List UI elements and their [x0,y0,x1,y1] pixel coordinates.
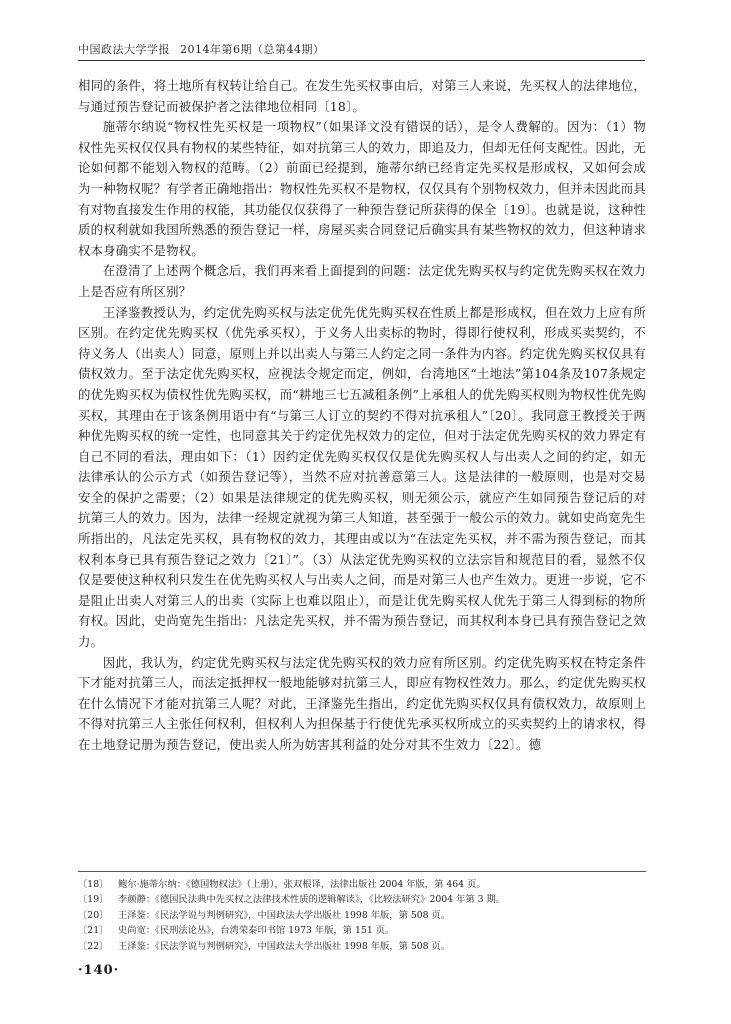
footnote-number: 〔22〕 [78,940,109,952]
footnotes [78,877,646,954]
footnote [78,939,646,954]
paragraph: 因此，我认为，约定优先购买权与法定优先购买权的效力应有所区别。约定优先购买权在特定条件下才能对抗第三人，而法定抵押权一般地能够对抗第三人，即应有物权性效力。那么，约定优先购买权在什么情况下才能对抗第三人呢？对此，王泽鉴先生指出，约定优先购买权仅具有债权效力，故原则上不得对抗第三人主张任何权利，但权利人为担保基于行使优先承买权所成立的买卖契约上的请求权，得在土地登记册为预告登记，使出卖人所为妨害其利益的处分对其不生效力〔22〕。德 [78,654,646,752]
footnote-number: 〔21〕 [78,925,109,937]
footnote [78,877,646,892]
footnote-text: 王泽鉴：《民法学说与判例研究》，中国政法大学出版社 1998 年版，第 508 页。 [118,909,451,921]
paragraph: 王泽鉴教授认为，约定优先购买权与法定优先优先购买权在性质上都是形成权，但在效力上应有所区别。在约定优先购买权（优先承买权），于义务人出卖标的物时，得即行使权利，形成买卖契约，不待义务人（出卖人）同意，原则上并以出卖人与第三人约定之同一条件为内容。约定优先购买权仅具有债权效力。至于法定优先购买权，应视法令规定而定，例如，台湾地区“土地法”第104条及107条规定的优先购买权为债权性优先购买权，而“耕地三七五减租条例”上承租人的优先购买权则为物权性优先购买权，其理由在于该条例用语中有“与第三人订立的契约不得对抗承租人”〔20〕。我同意王教授关于两种优先购买权的统一定性，也同意其关于约定优先权效力的定位，但对于法定优先购买权的效力界定有自己不同的看法，理由如下：（1）因约定优先购买权仅仅是优先购买权人与出卖人之间的约定，如无法律承认的公示方式（如预告登记等），当然不应对抗善意第三人。这是法律的一般原则，也是对交易安全的保护之需要；（2）如果是法律规定的优先购买权，则无须公示，就应产生如同预告登记后的对抗第三人的效力。因为，法律一经规定就视为第三人知道，甚至强于一般公示的效力。就如史尚宽先生所指出的，凡法定先买权，具有物权的效力，其理由或以为“在法定先买权，并不需为预告登记，而其权利本身已具有预告登记之效力〔21〕”。（3）从法定优先购买权的立法宗旨和规范目的看，显然不仅仅是要使这种权利只发生在优先购买权人与出卖人之间，而是对第三人也产生效力。更进一步说，它不是阻止出卖人对第三人的出卖（实际上也难以阻止），而是让优先购买权人优先于第三人得到标的物所有权。因此，史尚宽先生指出：凡法定先买权，并不需为预告登记，而其权利本身已具有预告登记之效力。 [78,304,646,650]
footnote-text: 王泽鉴：《民法学说与判例研究》，中国政法大学出版社 1998 年版，第 508 页。 [118,940,451,952]
footnote-number: 〔18〕 [78,879,109,890]
issue-info: 2014年第6期（总第44期） [180,43,325,56]
page-number: ·140· [78,963,120,978]
body-text [78,76,646,756]
footnote [78,908,646,923]
paragraph: 施蒂尔纳说“物权性先买权是一项物权”（如果译文没有错误的话），是令人费解的。因为：（1）物权性先买权仅仅具有物权的某些特征，如对抗第三人的效力，即追及力，但却无任何支配性。因此，无论如何都不能划入物权的范畴。（2）前面已经提到，施蒂尔纳已经肯定先买权是形成权，又如何会成为一种物权呢？有学者正确地指出：物权性先买权不是物权，仅仅具有个别物权效力，但并未因此而具有对物直接发生作用的权能，其功能仅仅获得了一种预告登记所获得的保全〔19〕。也就是说，这种性质的权利就如我国所熟悉的预告登记一样，房屋买卖合同登记后确实具有某些物权的效力，但这种请求权本身确实不是物权。 [78,119,646,258]
footnote [78,892,646,907]
footnote-text: 鲍尔·施蒂尔纳：《德国物权法》（上册），张双根译，法律出版社 2004 年版，第 464 页。 [118,879,486,890]
footnote-text: 李颜静：《德国民法典中先买权之法律技术性质的逻辑解读》，《比较法研究》2004 年第 3 期。 [118,894,506,906]
journal-name: 中国政法大学学报 [78,43,170,56]
footnote-text: 史尚宽：《民刑法论丛》，台湾荣泰印书馆 1973 年版，第 151 页。 [118,925,395,937]
running-header [78,41,325,57]
footnote-number: 〔19〕 [78,894,109,906]
footnote [78,923,646,938]
footnote-rule [78,871,646,872]
paragraph: 在澄清了上述两个概念后，我们再来看上面提到的问题：法定优先购买权与约定优先购买权在效力上是否应有所区别？ [78,263,646,299]
header-rule [78,60,645,61]
footnote-number: 〔20〕 [78,909,109,921]
paragraph: 相同的条件，将土地所有权转让给自己。在发生先买权事由后，对第三人来说，先买权人的法律地位，与通过预告登记而被保护者之法律地位相同〔18〕。 [78,78,646,114]
